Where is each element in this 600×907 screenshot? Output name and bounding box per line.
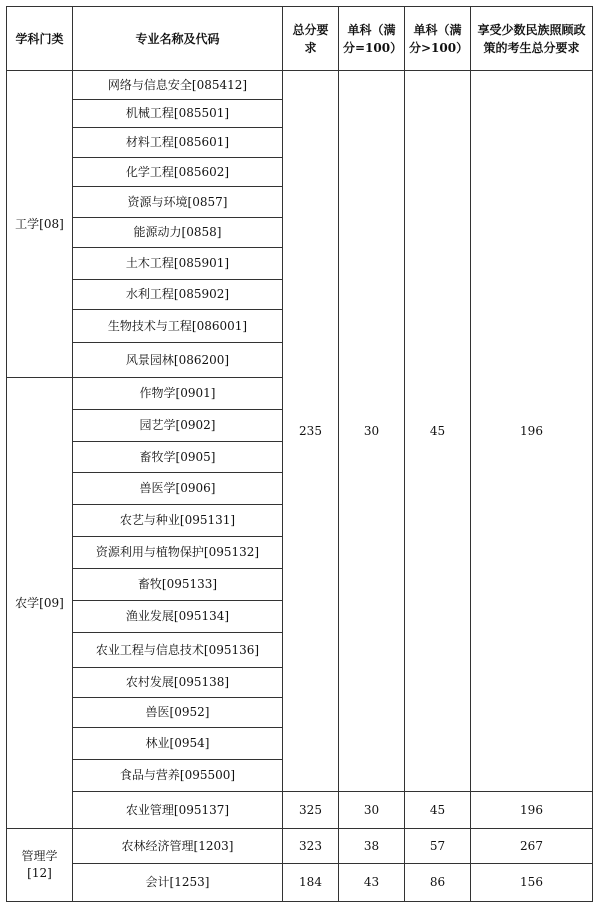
major-name: 林业[0954] [73, 728, 283, 760]
category-agriculture: 农学[09] [7, 378, 73, 829]
header-minority: 享受少数民族照顾政策的考生总分要求 [471, 7, 593, 71]
major-name: 兽医学[0906] [73, 473, 283, 505]
major-name: 农业管理[095137] [73, 792, 283, 829]
single-100-score: 30 [339, 792, 405, 829]
major-name: 园艺学[0902] [73, 410, 283, 442]
major-name: 化学工程[085602] [73, 158, 283, 187]
total-score: 323 [283, 829, 339, 864]
total-score: 325 [283, 792, 339, 829]
agri-shared-minority: 196 [471, 71, 593, 792]
header-major: 专业名称及代码 [73, 7, 283, 71]
major-name: 会计[1253] [73, 864, 283, 902]
single-gt100-score: 57 [405, 829, 471, 864]
major-name: 畜牧[095133] [73, 569, 283, 601]
header-single-gt100: 单科（满分>100） [405, 7, 471, 71]
major-name: 资源与环境[0857] [73, 187, 283, 218]
minority-score: 267 [471, 829, 593, 864]
score-requirements-table [6, 6, 593, 902]
minority-score: 196 [471, 792, 593, 829]
agri-shared-single-100: 30 [339, 71, 405, 792]
single-100-score: 38 [339, 829, 405, 864]
header-category: 学科门类 [7, 7, 73, 71]
category-management: 管理学[12] [7, 829, 73, 902]
major-name: 风景园林[086200] [73, 343, 283, 378]
single-100-score: 43 [339, 864, 405, 902]
major-name: 农林经济管理[1203] [73, 829, 283, 864]
agri-shared-total: 235 [283, 71, 339, 792]
category-engineering: 工学[08] [7, 71, 73, 378]
major-name: 生物技术与工程[086001] [73, 310, 283, 343]
major-name: 畜牧学[0905] [73, 442, 283, 473]
table-row [7, 792, 593, 829]
agri-shared-single-gt100: 45 [405, 71, 471, 792]
major-name: 农艺与种业[095131] [73, 505, 283, 537]
major-name: 土木工程[085901] [73, 248, 283, 280]
header-single-100: 单科（满分=100） [339, 7, 405, 71]
header-total: 总分要求 [283, 7, 339, 71]
header-row [7, 7, 593, 71]
major-name: 网络与信息安全[085412] [73, 71, 283, 100]
single-gt100-score: 45 [405, 792, 471, 829]
major-name: 兽医[0952] [73, 698, 283, 728]
major-name: 农村发展[095138] [73, 668, 283, 698]
major-name: 能源动力[0858] [73, 218, 283, 248]
major-name: 机械工程[085501] [73, 100, 283, 128]
table-row [7, 864, 593, 902]
major-name: 渔业发展[095134] [73, 601, 283, 633]
major-name: 作物学[0901] [73, 378, 283, 410]
major-name: 农业工程与信息技术[095136] [73, 633, 283, 668]
major-name: 食品与营养[095500] [73, 760, 283, 792]
major-name: 水利工程[085902] [73, 280, 283, 310]
table-row [7, 829, 593, 864]
single-gt100-score: 86 [405, 864, 471, 902]
major-name: 材料工程[085601] [73, 128, 283, 158]
total-score: 184 [283, 864, 339, 902]
table-row [7, 71, 593, 100]
minority-score: 156 [471, 864, 593, 902]
major-name: 资源利用与植物保护[095132] [73, 537, 283, 569]
